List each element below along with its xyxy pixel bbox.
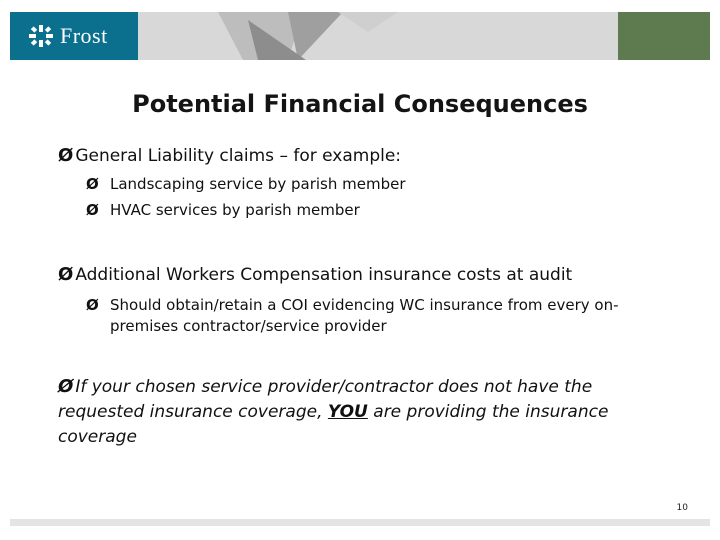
- header-decorative-shapes: [138, 12, 618, 60]
- sub-bullet-hvac: [86, 201, 360, 219]
- bullet-text-emphasis: YOU: [327, 402, 368, 422]
- arrow-bullet-icon: Ø: [86, 175, 99, 193]
- frost-sunburst-icon: [28, 24, 54, 48]
- arrow-bullet-icon: Ø: [58, 376, 74, 397]
- page-number: 10: [676, 503, 688, 513]
- header-banner: [10, 12, 710, 60]
- logo: [10, 12, 138, 60]
- sub-bullet-landscaping: [86, 175, 406, 193]
- bullet-text: Additional Workers Compensation insurance costs at audit: [75, 265, 573, 285]
- arrow-bullet-icon: Ø: [86, 201, 99, 219]
- bullet-text-before: If your chosen service provider/contractor does not have the requested insurance coverage,: [58, 377, 593, 422]
- sub-bullet-coi: [86, 295, 666, 337]
- arrow-bullet-icon: Ø: [58, 264, 74, 285]
- arrow-bullet-icon: Ø: [86, 296, 99, 314]
- bullet-text: General Liability claims – for example:: [75, 146, 402, 166]
- arrow-bullet-icon: Ø: [58, 145, 74, 166]
- logo-text: Frost: [60, 23, 108, 48]
- bullet-insurance-coverage: [58, 374, 648, 450]
- slide-title: Potential Financial Consequences: [132, 90, 588, 118]
- bullet-text-after: are providing the insurance coverage: [58, 402, 609, 447]
- sub-bullet-text: HVAC services by parish member: [110, 201, 360, 219]
- sub-bullet-text: Landscaping service by parish member: [110, 175, 406, 193]
- sub-bullet-text: Should obtain/retain a COI evidencing WC insurance from every on-premises contractor/service provider: [110, 296, 619, 335]
- footer-bar: [10, 519, 710, 526]
- bullet-general-liability: [58, 145, 401, 166]
- header-accent-block: [618, 12, 710, 60]
- bullet-workers-comp: [58, 264, 572, 285]
